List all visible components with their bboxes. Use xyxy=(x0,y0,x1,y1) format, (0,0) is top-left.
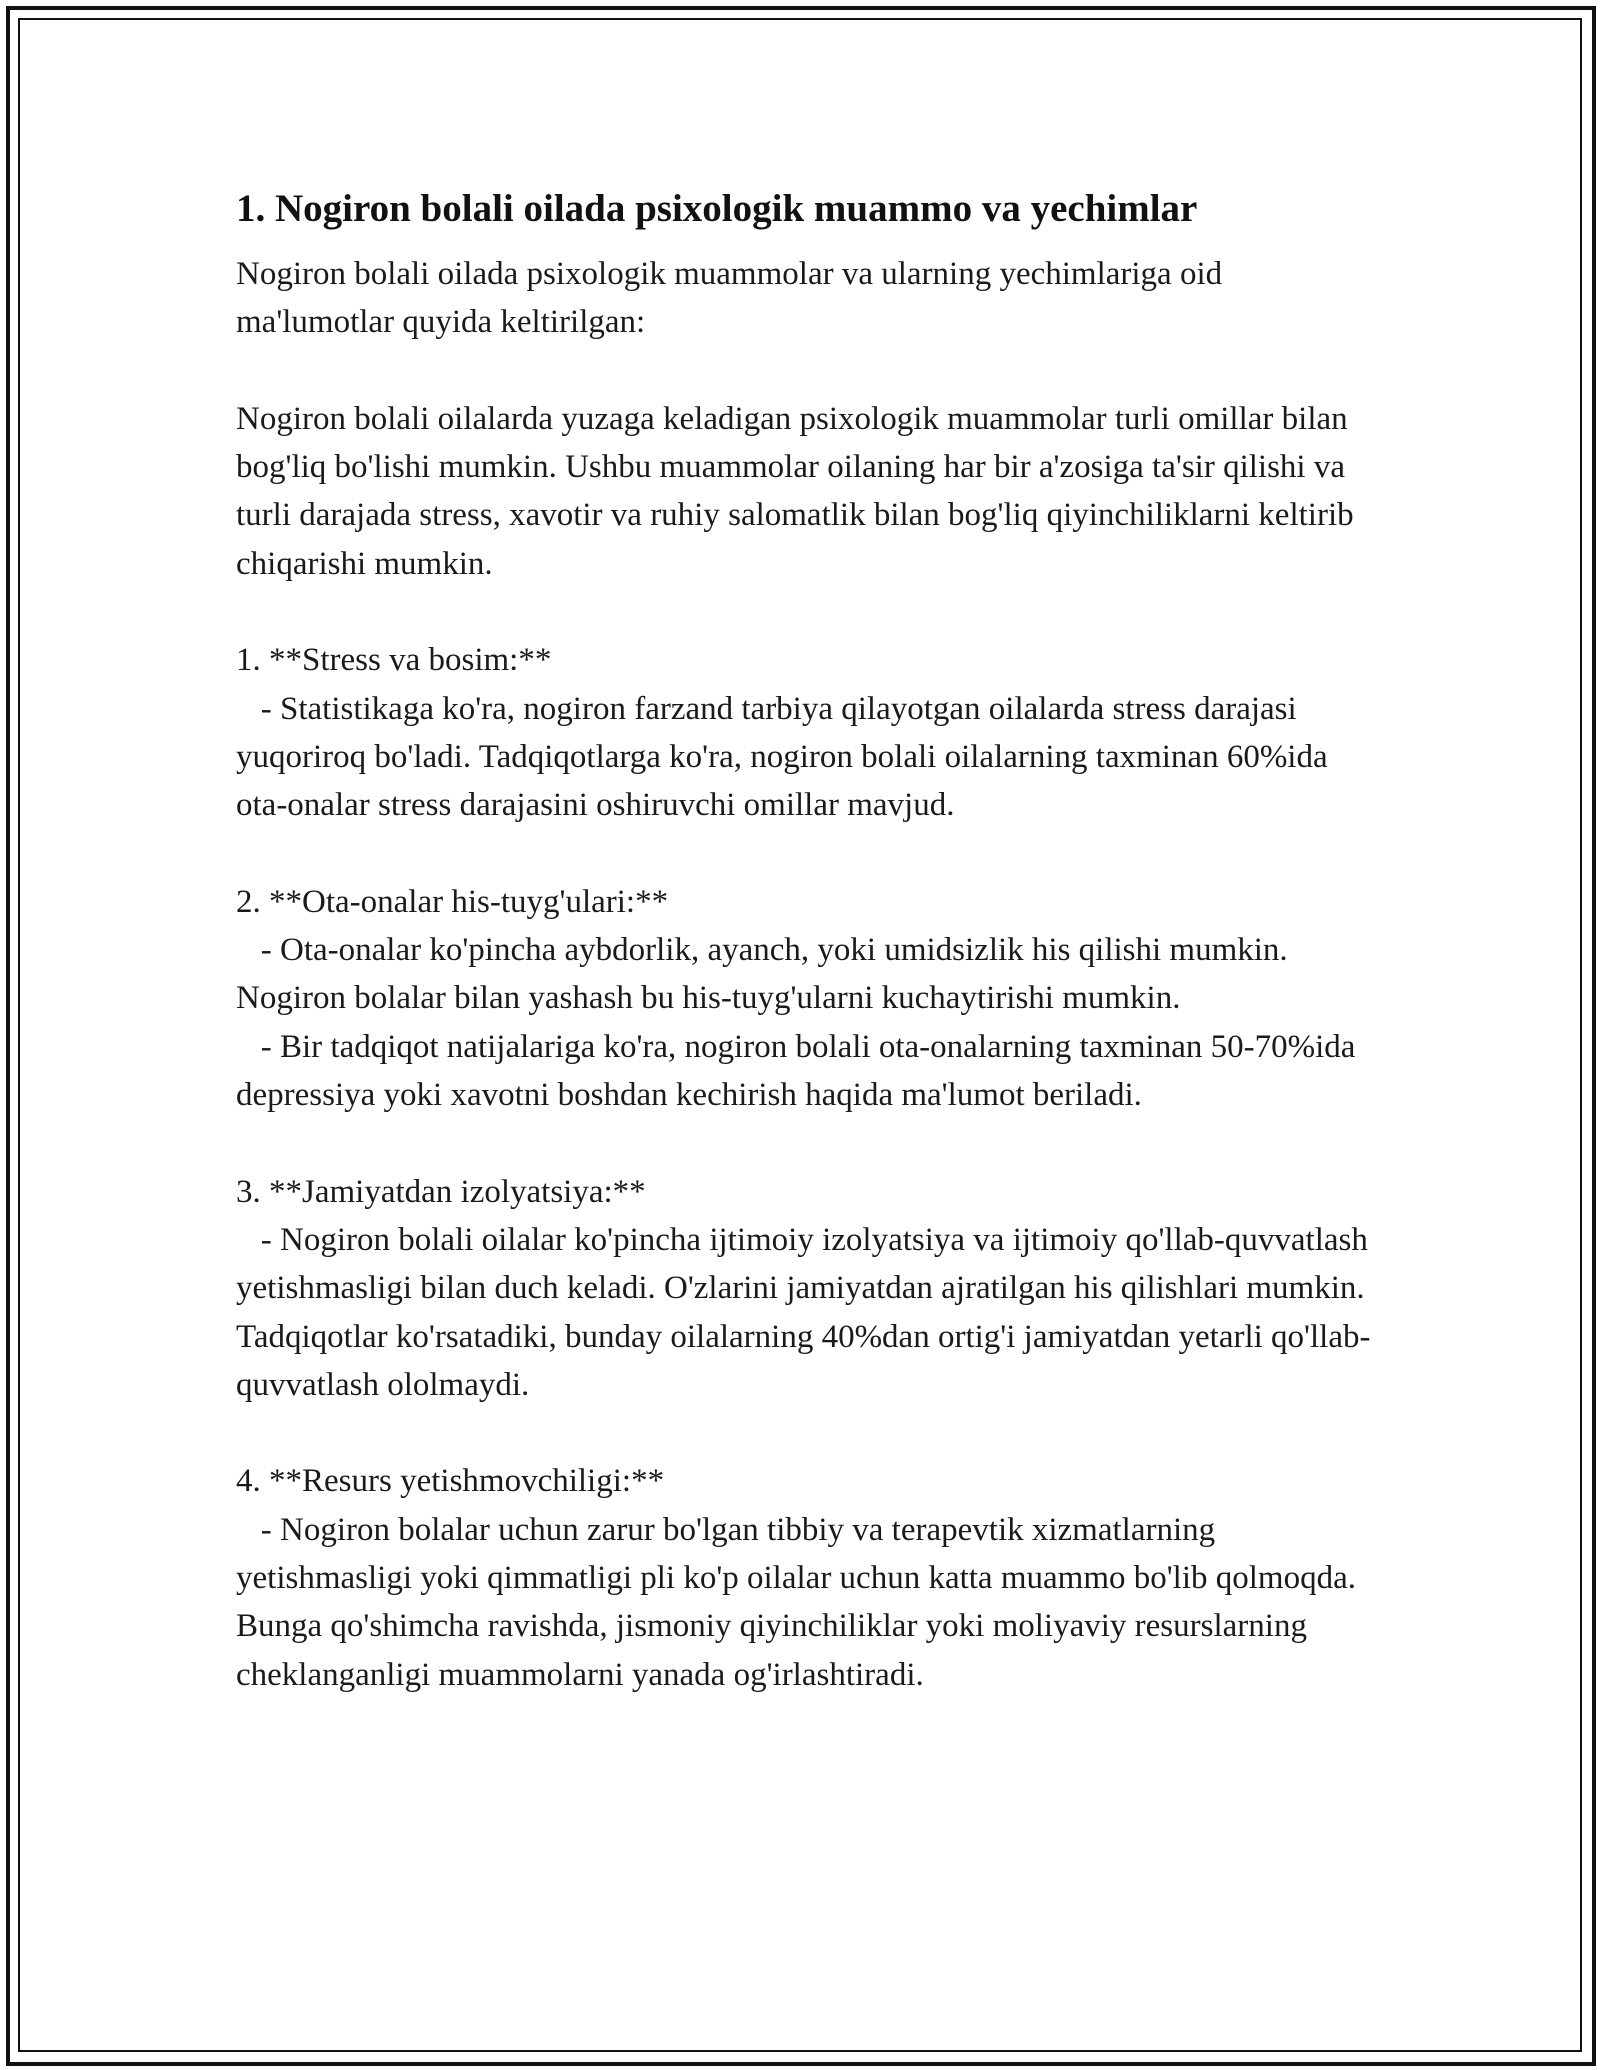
paragraph-spacer xyxy=(236,588,1386,636)
section-heading: 3. **Jamiyatdan izolyatsiya:** xyxy=(236,1173,646,1210)
section-isolation xyxy=(236,1168,1386,1409)
section-heading: 2. **Ota-onalar his-tuyg'ulari:** xyxy=(236,883,669,920)
section-parent-feelings xyxy=(236,878,1386,1119)
section-point: - Statistikaga ko'ra, nogiron farzand tarbiya qilayotgan oilalarda stress darajasi yuqoriroq bo'ladi. Tadqiqotlarga ko'ra, nogiron bolali oilalarning taxminan 60%ida ota-onalar stress darajasini oshiruvchi omillar mavjud. xyxy=(236,690,1336,824)
paragraph-spacer xyxy=(236,1119,1386,1167)
section-heading: 4. **Resurs yetishmovchiligi:** xyxy=(236,1463,665,1500)
document-body xyxy=(236,185,1386,1699)
section-point: - Ota-onalar ko'pincha aybdorlik, ayanch, yoki umidsizlik his qilishi mumkin. Nogiron bolalar bilan yashash bu his-tuyg'ularni kuchaytirishi mumkin. xyxy=(236,932,1296,1017)
document-title: 1. Nogiron bolali oilada psixologik muammo va yechimlar xyxy=(236,187,1198,230)
intro-paragraph: Nogiron bolali oilada psixologik muammolar va ularning yechimlariga oid ma'lumotlar quyida keltirilgan: xyxy=(236,256,1231,341)
section-point: - Bir tadqiqot natijalariga ko'ra, nogiron bolali ota-onalarning taxminan 50-70%ida depressiya yoki xavotni boshdan kechirish haqida ma'lumot beriladi. xyxy=(236,1028,1364,1114)
section-point: - Nogiron bolalar uchun zarur bo'lgan tibbiy va terapevtik xizmatlarning yetishmasligi yoki qimmatligi pli ko'p oilalar uchun katta muammo bo'lib qolmoqda. Bunga qo'shimcha ravishda, jismoniy qiyinchiliklar yoki moliyaviy resurslarning cheklanganligi muammolarni yanada og'irlashtiradi. xyxy=(236,1511,1365,1693)
paragraph-spacer xyxy=(236,1409,1386,1457)
section-point: - Nogiron bolali oilalar ko'pincha ijtimoiy izolyatsiya va ijtimoiy qo'llab-quvvatlash yetishmasligi bilan duch keladi. O'zlarini jamiyatdan ajratilgan his qilishlari mumkin. Tadqiqotlar ko'rsatadiki, bunday oilalarning 40%dan ortig'i jamiyatdan yetarli qo'llab-quvvatlash ololmaydi. xyxy=(236,1221,1377,1403)
section-heading: 1. **Stress va bosim:** xyxy=(236,642,552,679)
section-resources xyxy=(236,1457,1386,1698)
section-stress xyxy=(236,636,1386,829)
paragraph-spacer xyxy=(236,347,1386,395)
overview-paragraph: Nogiron bolali oilalarda yuzaga keladigan psixologik muammolar turli omillar bilan bog'liq bo'lishi mumkin. Ushbu muammolar oilaning har bir a'zosiga ta'sir qilishi va turli darajada stress, xavotir va ruhiy salomatlik bilan bog'liq qiyinchiliklarni keltirib chiqarishi mumkin. xyxy=(236,400,1362,582)
paragraph-spacer xyxy=(236,830,1386,878)
